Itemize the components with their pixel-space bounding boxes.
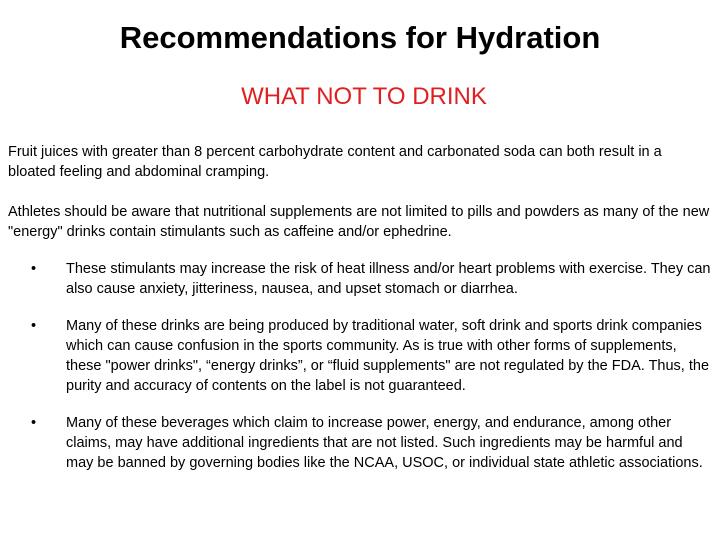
bullet-text: These stimulants may increase the risk of heat illness and/or heart problems with exercise. They can also cause anxiety, jitteriness, nausea, and upset stomach or diarrhea. [66, 261, 711, 297]
bullet-dot-icon: • [31, 318, 37, 334]
bullet-dot-icon: • [31, 415, 37, 431]
subtitle-text: WHAT NOT TO DRINK [241, 83, 487, 110]
slide-title: Recommendations for Hydration [119, 20, 601, 55]
bullet-item-fda [0, 316, 720, 396]
bullet-dot-icon: • [31, 261, 37, 277]
bullet-text: Many of these drinks are being produced by traditional water, soft drink and sports drink companies which can cause confusion in the sports community. As is true with other forms of supplements, these "power drinks", “energy drinks”, or “fluid supplements" are not regulated by the FDA. Thus, the purity and accuracy of contents on the label is not guaranteed. [66, 318, 710, 394]
bullet-text: Many of these beverages which claim to increase power, energy, and endurance, among other claims, may have additional ingredients that are not listed. Such ingredients may be harmful and may be banned by governing bodies like the NCAA, USOC, or individual state athletic associations. [66, 415, 703, 471]
paragraph-fruit-juices: Fruit juices with greater than 8 percent carbohydrate content and carbonated soda can both result in a bloated feeling and abdominal cramping. [8, 144, 662, 180]
bullet-list [0, 259, 720, 473]
bullet-item-ingredients [0, 413, 720, 473]
slide-subtitle [0, 82, 720, 112]
bullet-item-stimulants [0, 259, 720, 299]
paragraph-supplements: Athletes should be aware that nutritional supplements are not limited to pills and powders as many of the new "energy" drinks contain stimulants such as caffeine and/or ephedrine. [8, 204, 710, 240]
